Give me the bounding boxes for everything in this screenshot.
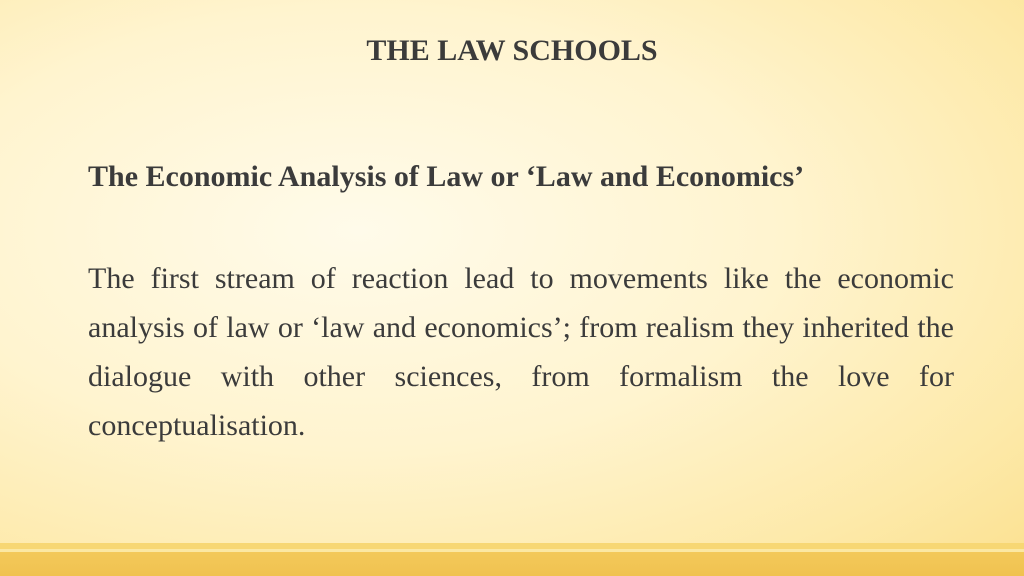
footer-decorative-bar xyxy=(0,543,1024,576)
slide-title: THE LAW SCHOOLS xyxy=(366,34,658,67)
body-paragraph: The first stream of reaction lead to movements like the economic analysis of law or ‘law and economics’; from realism they inherited the dialogue with other sciences, from formalism the love for conceptualisation. xyxy=(88,262,954,442)
slide-subtitle: The Economic Analysis of Law or ‘Law and Economics’ xyxy=(88,160,805,193)
